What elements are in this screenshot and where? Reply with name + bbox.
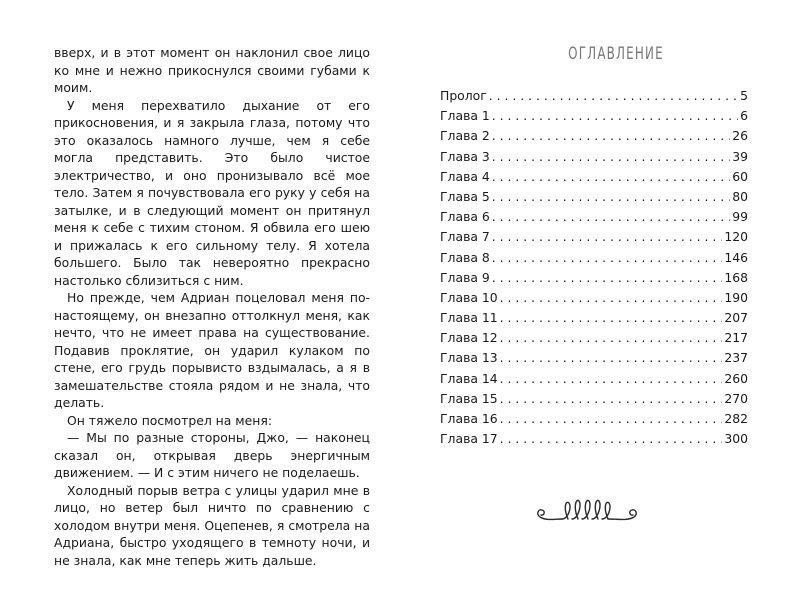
toc-entry-label: Глава 7 — [440, 229, 490, 245]
toc-entry-page: 300 — [724, 431, 748, 447]
toc-entry-label: Глава 4 — [440, 168, 490, 184]
toc-leader-dots — [492, 187, 730, 207]
toc-entry-page: 217 — [724, 330, 748, 346]
toc-entry — [440, 227, 748, 247]
toc-entry-page: 237 — [724, 350, 748, 366]
toc-entry — [440, 126, 748, 146]
toc-leader-dots — [492, 126, 730, 146]
toc-entry-label: Глава 6 — [440, 209, 490, 225]
toc-entry — [440, 409, 748, 429]
toc-entry-page: 39 — [732, 148, 748, 164]
toc-entry-page: 5 — [740, 88, 748, 103]
toc-entry — [440, 106, 748, 126]
toc-entry — [440, 167, 748, 187]
toc-entry-page: 60 — [732, 168, 748, 184]
paragraph: — Мы по разные стороны, Джо, — наконец сказал он, открывая дверь энергичным движением. — И с этим ничего не поделаешь. — [54, 430, 370, 480]
toc-leader-dots — [492, 147, 730, 167]
table-of-contents — [440, 86, 748, 449]
toc-entry — [440, 369, 748, 389]
toc-entry — [440, 207, 748, 227]
paragraph: У меня перехватило дыхание от его прикосновения, и я закрыла глаза, потому что это оказалось намного лучше, чем я себе могла представить. Это было чистое электричество, и оно пронизывало всё мое тело. Затем я почувствовала его руку у себя на затылке, и в следующий момент он притянул меня к себе с тихим стоном. Я обвила его шею и прижалась к его сильному телу. Я хотела большего. Было так невероятно прекрасно настолько сблизиться с ним. — [54, 97, 370, 288]
toc-entry-page: 6 — [740, 108, 748, 124]
toc-entry-page: 282 — [724, 411, 748, 426]
toc-entry-label: Глава 8 — [440, 249, 490, 265]
toc-entry-page: 99 — [732, 209, 748, 225]
toc-entry-page: 270 — [724, 390, 748, 406]
toc-leader-dots — [492, 268, 723, 288]
toc-entry-label: Глава 1 — [440, 108, 490, 124]
toc-entry — [440, 328, 748, 348]
toc-entry-label: Глава 10 — [440, 289, 498, 305]
toc-entry-label: Глава 13 — [440, 350, 498, 366]
toc-leader-dots — [492, 207, 730, 227]
toc-entry — [440, 308, 748, 328]
toc-entry-page: 190 — [724, 289, 748, 305]
toc-entry-label: Пролог — [440, 88, 487, 103]
left-page — [54, 44, 370, 569]
toc-entry-label: Глава 12 — [440, 330, 498, 346]
toc-leader-dots — [500, 288, 723, 308]
toc-entry — [440, 389, 748, 409]
toc-leader-dots — [492, 106, 738, 126]
paragraph: Холодный порыв ветра с улицы ударил мне в лицо, но ветер был ничто по сравнению с холодом внутри меня. Оцепенев, я смотрела на Адриана, быстро уходящего в темноту ночи, и не знала, как мне теперь жить дальше. — [54, 482, 370, 568]
toc-leader-dots — [500, 429, 723, 449]
toc-entry-label: Глава 15 — [440, 390, 498, 406]
toc-leader-dots — [500, 348, 723, 368]
toc-title: ОГЛАВЛЕНИЕ — [568, 44, 664, 64]
paragraph: Он тяжело посмотрел на меня: — [67, 412, 273, 428]
toc-entry — [440, 86, 748, 106]
toc-entry-page: 260 — [724, 370, 748, 386]
toc-entry-label: Глава 11 — [440, 310, 498, 326]
toc-leader-dots — [500, 369, 723, 389]
toc-entry — [440, 187, 748, 207]
toc-entry — [440, 147, 748, 167]
toc-entry-page: 80 — [732, 188, 748, 204]
toc-leader-dots — [500, 389, 723, 409]
toc-entry-page: 26 — [732, 128, 748, 144]
toc-entry — [440, 288, 748, 308]
toc-leader-dots — [500, 328, 723, 348]
toc-leader-dots — [500, 308, 723, 328]
toc-entry-label: Глава 2 — [440, 128, 490, 144]
toc-leader-dots — [489, 86, 738, 106]
toc-entry-page: 120 — [724, 229, 748, 245]
toc-entry-label: Глава 5 — [440, 188, 490, 204]
toc-leader-dots — [492, 248, 723, 268]
paragraph: вверх, и в этот момент он наклонил свое лицо ко мне и нежно прикоснулся своими губами к моим. — [54, 45, 370, 95]
right-page — [440, 40, 748, 449]
toc-entry-label: Глава 16 — [440, 411, 498, 426]
toc-entry — [440, 429, 748, 449]
toc-entry-page: 168 — [724, 269, 748, 285]
swirl-ornament-icon — [532, 497, 644, 529]
toc-entry — [440, 268, 748, 288]
toc-leader-dots — [492, 167, 730, 187]
toc-entry-page: 146 — [724, 249, 748, 265]
toc-entry-label: Глава 17 — [440, 431, 498, 447]
toc-entry-label: Глава 9 — [440, 269, 490, 285]
toc-entry-page: 207 — [724, 310, 748, 326]
toc-leader-dots — [500, 409, 723, 429]
toc-leader-dots — [492, 227, 723, 247]
toc-entry-label: Глава 3 — [440, 148, 490, 164]
toc-entry — [440, 348, 748, 368]
toc-entry — [440, 248, 748, 268]
toc-entry-label: Глава 14 — [440, 370, 498, 386]
paragraph: Но прежде, чем Адриан поцеловал меня по-настоящему, он внезапно оттолкнул меня, как нечто, что не имеет права на существование. Подавив проклятие, он ударил кулаком по стене, его грудь порывисто вздымалась, а я в замешательстве стояла рядом и не знала, что делать. — [54, 290, 370, 410]
